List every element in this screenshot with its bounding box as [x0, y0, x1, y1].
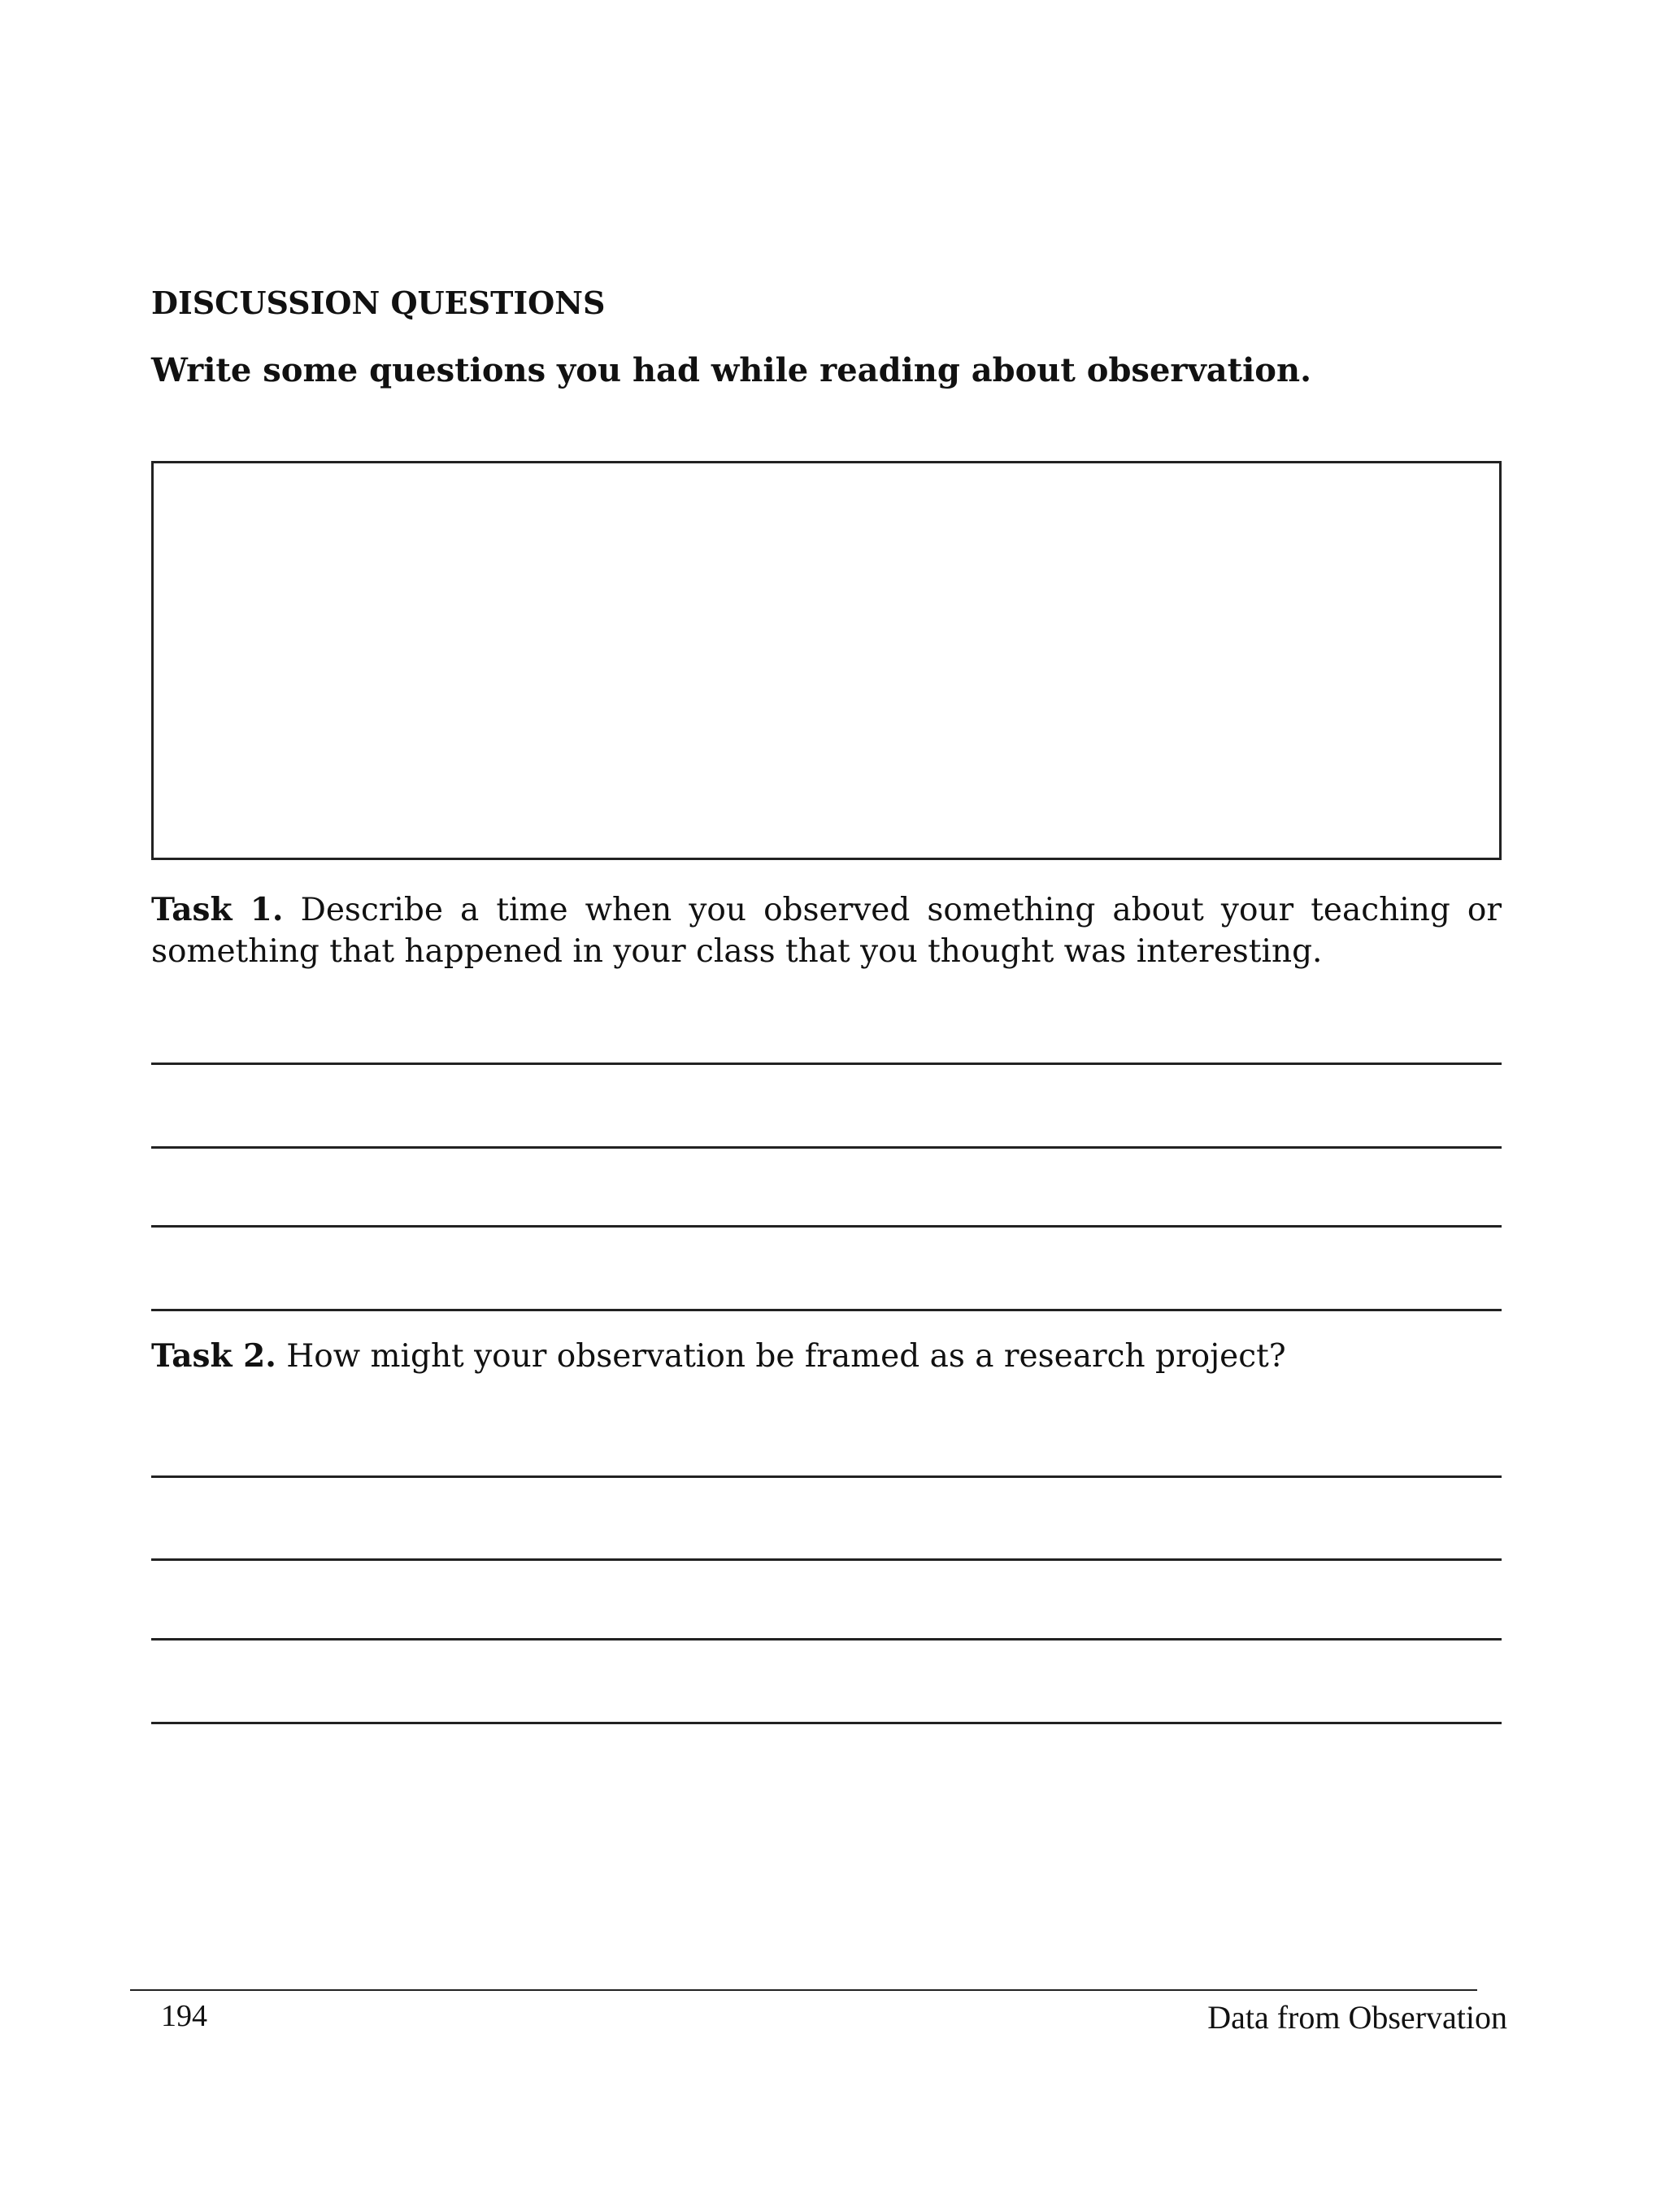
task-2-label: Task 2.	[151, 1337, 276, 1375]
task-1-answer-line[interactable]	[151, 1225, 1502, 1228]
page-number: 194	[161, 1999, 207, 2033]
task-2-answer-line[interactable]	[151, 1475, 1502, 1478]
task-2-text: How might your observation be framed as a research project?	[286, 1338, 1286, 1375]
task-2-answer-line[interactable]	[151, 1722, 1502, 1724]
task-2-answer-line[interactable]	[151, 1638, 1502, 1641]
task-2	[151, 1336, 1502, 1377]
task-1	[151, 889, 1502, 972]
task-1-text: Describe a time when you observed something about your teaching or something that happened in your class that you thought was interesting.	[151, 892, 1502, 970]
task-1-answer-line[interactable]	[151, 1146, 1502, 1149]
footer-divider	[130, 1989, 1477, 1991]
questions-answer-box[interactable]	[151, 461, 1502, 860]
task-1-label: Task 1.	[151, 891, 284, 928]
running-title: Data from Observation	[1207, 1999, 1507, 2036]
task-1-answer-line[interactable]	[151, 1309, 1502, 1311]
questions-prompt: Write some questions you had while reading about observation.	[151, 351, 1311, 389]
section-heading: DISCUSSION QUESTIONS	[151, 285, 606, 321]
task-1-answer-line[interactable]	[151, 1063, 1502, 1065]
task-2-answer-line[interactable]	[151, 1558, 1502, 1561]
